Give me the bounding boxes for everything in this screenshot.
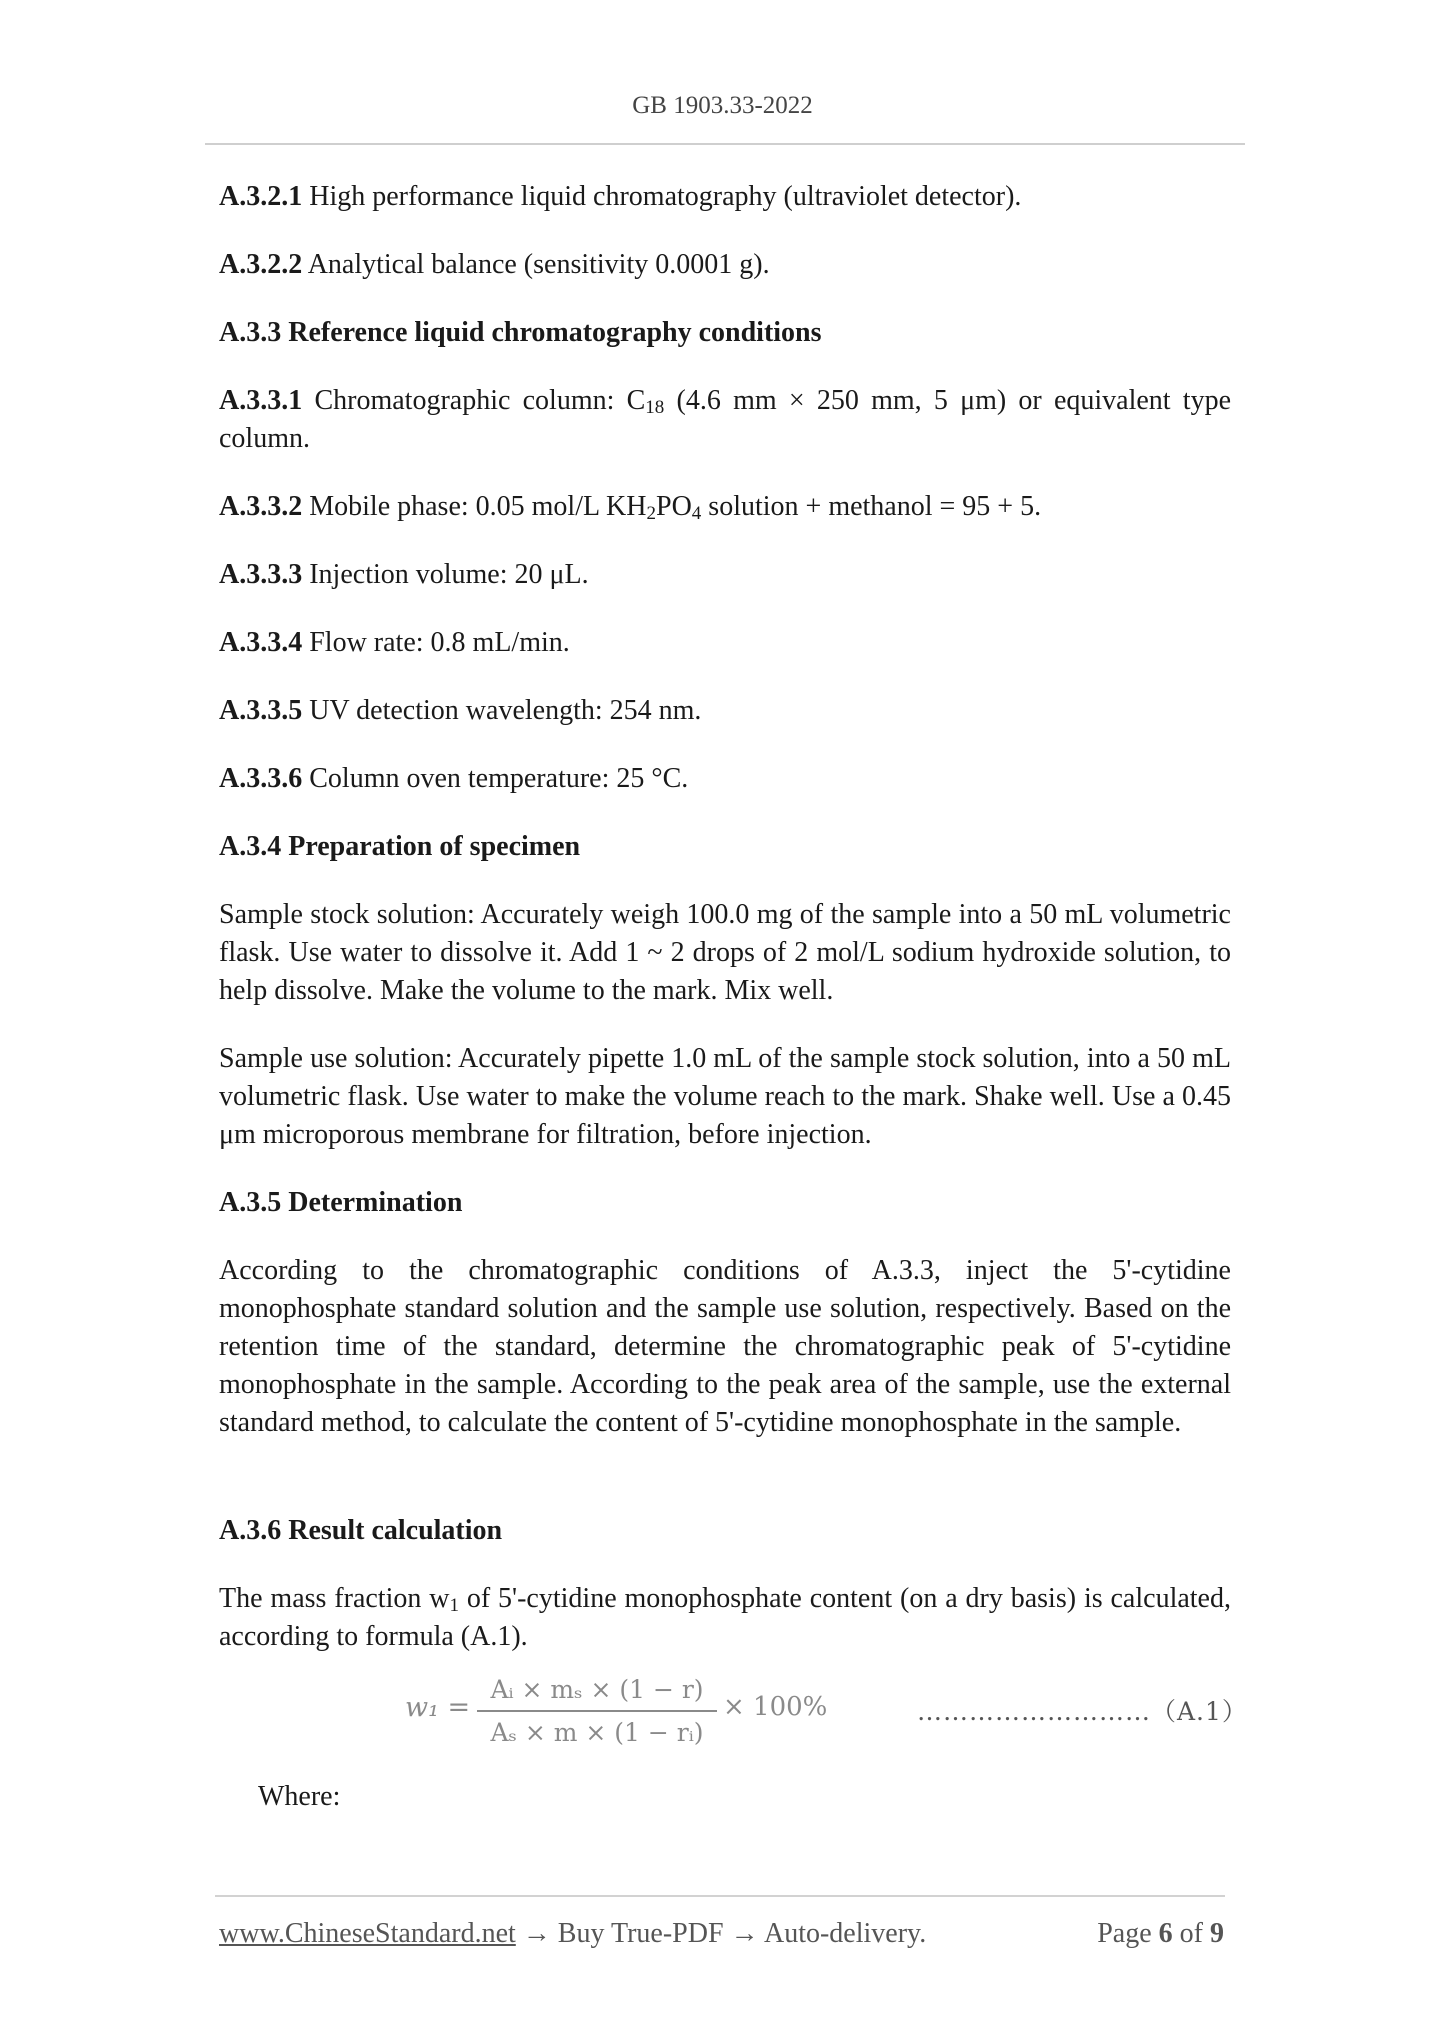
clause-a3-3-5 (219, 692, 1231, 730)
clause-a3-2-2 (219, 246, 1231, 284)
section-heading-a3-3: A.3.3 Reference liquid chromatography conditions (219, 317, 822, 348)
clause-text: (4.6 mm × 250 mm, 5 μm) or equivalent type column. (219, 385, 1232, 454)
clause-text: Column oven temperature: 25 °C. (302, 763, 689, 794)
formula-lhs: w₁ = (405, 1692, 471, 1723)
clause-text: Mobile phase: 0.05 mol/L KH (302, 491, 647, 522)
clause-a3-3-1 (219, 382, 1231, 458)
clause-a3-3-2 (219, 488, 1231, 526)
clause-text: PO (656, 491, 692, 522)
formula-a1 (405, 1670, 1248, 1760)
clause-text: Chromatographic column: C (302, 385, 646, 416)
section-heading-a3-4: A.3.4 Preparation of specimen (219, 831, 581, 862)
paragraph-text: The mass fraction w (219, 1583, 450, 1614)
header-title: GB 1903.33-2022 (632, 92, 813, 119)
clause-a3-2-1 (219, 178, 1231, 216)
clause-a3-3-4 (219, 624, 1231, 662)
clause-a3-3-6 (219, 760, 1231, 798)
paragraph-text: of 5'-cytidine monophosphate content (on a dry basis) is calculated, according to formula (A.1). (219, 1583, 1231, 1652)
clause-text: High performance liquid chromatography (ultraviolet detector). (302, 181, 1022, 212)
paragraph-result-calculation (219, 1580, 1231, 1656)
where-label: Where: (258, 1781, 341, 1812)
formula-numerator: Aᵢ × mₛ × (1 − r) (477, 1670, 717, 1712)
section-heading-a3-6: A.3.6 Result calculation (219, 1515, 503, 1546)
footer-divider (215, 1895, 1225, 1897)
page-prefix: Page (1097, 1918, 1159, 1949)
formula-reference: ………………………（A.1） (917, 1697, 1248, 1726)
footer-promo (219, 1918, 926, 1950)
website-link[interactable]: www.ChineseStandard.net (219, 1918, 516, 1949)
clause-text: Flow rate: 0.8 mL/min. (302, 627, 570, 658)
subscript: 1 (449, 1595, 459, 1616)
paragraph-stock-solution: Sample stock solution: Accurately weigh 100.0 mg of the sample into a 50 mL volumetric flask. Use water to dissolve it. Add 1 ~ 2 drops of 2 mol/L sodium hydroxide solution, to help dissolve. Make the volume to the mark. Mix well. (219, 899, 1231, 1006)
formula-multiplier: × 100% (723, 1692, 828, 1722)
clause-number: A.3.3.4 (219, 627, 303, 658)
section-heading-a3-5: A.3.5 Determination (219, 1187, 463, 1218)
clause-text: solution + methanol = 95 + 5. (701, 491, 1042, 522)
formula-fraction (477, 1670, 717, 1752)
clause-text: UV detection wavelength: 254 nm. (302, 695, 702, 726)
page-number (1097, 1918, 1224, 1950)
clause-text: Injection volume: 20 μL. (302, 559, 589, 590)
paragraph-determination: According to the chromatographic conditions of A.3.3, inject the 5'-cytidine monophosphate standard solution and the sample use solution, respectively. Based on the retention time of the standard, determine the chromatographic peak of 5'-cytidine monophosphate in the sample. According to the peak area of the sample, use the external standard method, to calculate the content of 5'-cytidine monophosphate in the sample. (219, 1255, 1231, 1438)
page-of: of (1172, 1918, 1210, 1949)
total-pages: 9 (1210, 1918, 1224, 1949)
clause-number: A.3.3.1 (219, 385, 303, 416)
clause-number: A.3.2.1 (219, 181, 303, 212)
subscript: 18 (645, 397, 665, 418)
clause-text: Analytical balance (sensitivity 0.0001 g). (302, 249, 770, 280)
subscript: 2 (646, 503, 656, 524)
clause-number: A.3.3.3 (219, 559, 303, 590)
header-divider (205, 143, 1245, 145)
clause-number: A.3.3.2 (219, 491, 303, 522)
subscript: 4 (691, 503, 702, 524)
paragraph-use-solution: Sample use solution: Accurately pipette 1.0 mL of the sample stock solution, into a 50 mL volumetric flask. Use water to make the volume reach to the mark. Shake well. Use a 0.45 μm microporous membrane for filtration, before injection. (219, 1043, 1231, 1150)
clause-number: A.3.3.6 (219, 763, 303, 794)
footer-promo-text: → Buy True-PDF → Auto-delivery. (515, 1918, 927, 1949)
clause-number: A.3.3.5 (219, 695, 303, 726)
current-page: 6 (1158, 1918, 1173, 1949)
clause-a3-3-3 (219, 556, 1231, 594)
formula-denominator: Aₛ × m × (1 − rᵢ) (490, 1718, 704, 1747)
clause-number: A.3.2.2 (219, 249, 303, 280)
